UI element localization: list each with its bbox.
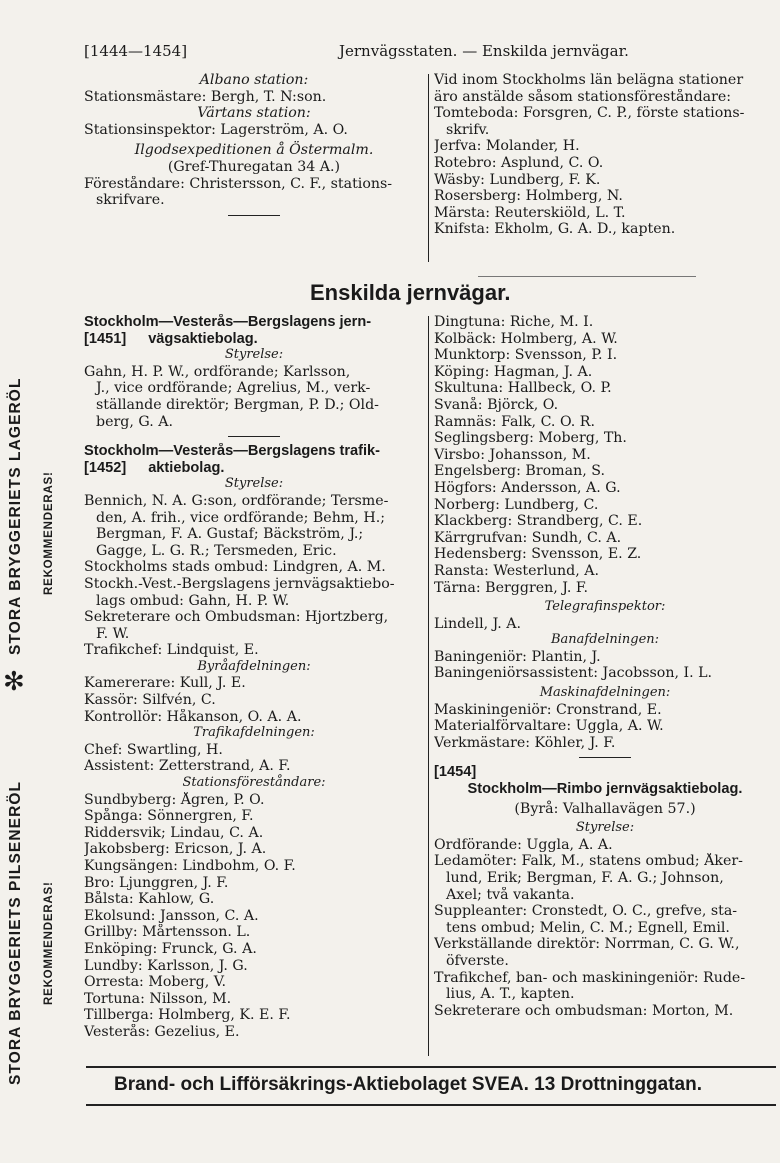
ilgods-heading: Ilgodsexpeditionen å Östermalm. xyxy=(134,142,374,159)
running-header xyxy=(84,42,774,64)
station-line: Orresta: Moberg, V. xyxy=(84,974,227,991)
station-line: Kungsängen: Lindbohm, O. F. xyxy=(84,858,296,874)
station-line: Tillberga: Holmberg, K. E. F. xyxy=(84,1007,291,1024)
board-line: Bennich, N. A. G:son, ordförande; Tersme- xyxy=(84,492,389,509)
station-line: Riddersvik; Lindau, C. A. xyxy=(84,824,264,841)
board-line: lund, Erik; Bergman, F. A. G.; Johnson, xyxy=(446,870,724,886)
board-line: Trafikchef: Lindquist, E. xyxy=(84,642,259,659)
margin-brand-lower: STORA BRYGGERIETS PILSENERÖL xyxy=(7,780,24,1085)
company-title: Stockholm—Rimbo jernvägsaktiebolag. xyxy=(467,781,743,798)
board-line: Sekreterare och ombudsman: Morton, M. xyxy=(434,1002,734,1019)
station-line: Jakobsberg: Ericson, J. A. xyxy=(84,841,267,858)
company-title: Stockholm—Vesterås—Bergslagens trafik- xyxy=(84,443,381,460)
divider xyxy=(228,215,280,216)
board-line: Ledamöter: Falk, M., statens ombud; Åker- xyxy=(434,853,743,870)
right-column xyxy=(434,314,776,1019)
board-line: Ordförande: Uggla, A. A. xyxy=(434,836,613,853)
top-left-block xyxy=(84,72,424,222)
station-line: Kärrgrufvan: Sundh, C. A. xyxy=(434,529,622,546)
board-line: Stockholms stads ombud: Lindgren, A. M. xyxy=(84,559,386,576)
board-line: ställande direktör; Bergman, P. D.; Old- xyxy=(96,396,379,413)
ilgods-address: (Gref-Thuregatan 34 A.) xyxy=(167,158,341,175)
running-title: Jernvägsstaten. — Enskilda jernvägar. xyxy=(339,42,629,60)
board-line: lags ombud: Gahn, H. P. W. xyxy=(96,592,290,609)
staff-line: Kamererare: Kull, J. E. xyxy=(84,675,246,692)
station-line: Kolbäck: Holmberg, A. W. xyxy=(434,330,618,347)
station-line: Högfors: Andersson, A. G. xyxy=(434,479,621,496)
tr-line: äro anstälde såsom stationsföreståndare: xyxy=(434,88,732,105)
board-line: F. W. xyxy=(96,625,130,642)
board-line: tens ombud; Melin, C. M.; Egnell, Emil. xyxy=(446,919,730,936)
station-heading: Stationsföreståndare: xyxy=(182,775,326,791)
stationsinspektor-line: Stationsinspektor: Lagerström, A. O. xyxy=(84,121,348,138)
maskin-heading: Maskinafdelningen: xyxy=(539,685,671,701)
board-line: Stockh.-Vest.-Bergslagens jernvägsaktiebo- xyxy=(84,575,395,592)
company-number: [1452] xyxy=(84,459,127,476)
divider xyxy=(478,276,696,277)
board-line: Gahn, H. P. W., ordförande; Karlsson, xyxy=(84,363,351,380)
station-line: Munktorp: Svensson, P. I. xyxy=(434,347,618,364)
station-line: Grillby: Mårtensson. L. xyxy=(84,924,251,941)
company-title-cont: aktiebolag. xyxy=(148,459,225,476)
board-line: berg, G. A. xyxy=(96,413,173,430)
advert-banner xyxy=(86,1066,776,1106)
station-line: Klackberg: Strandberg, C. E. xyxy=(434,513,643,530)
station-line: Engelsberg: Broman, S. xyxy=(434,463,605,480)
company-address: (Byrå: Valhallavägen 57.) xyxy=(514,800,696,817)
station-line: Norberg: Lundberg, C. xyxy=(434,496,599,513)
company-number: [1451] xyxy=(84,330,127,347)
staff-line: Assistent: Zetterstrand, A. F. xyxy=(84,758,291,775)
station-line: Seglingsberg: Moberg, Th. xyxy=(434,430,627,447)
board-line: Sekreterare och Ombudsman: Hjortzberg, xyxy=(84,609,389,626)
company-title: Stockholm—Vesterås—Bergslagens jern- xyxy=(84,314,372,330)
tr-line: Vid inom Stockholms län belägna stationer xyxy=(434,72,744,88)
board-line: den, A. frih., vice ordförande; Behm, H.; xyxy=(96,509,385,526)
station-line: Ekolsund: Jansson, C. A. xyxy=(84,907,259,924)
page-range: [1444—1454] xyxy=(84,42,188,60)
forestandare-line-cont: skrifvare. xyxy=(96,192,165,209)
top-right-block xyxy=(434,72,776,238)
tr-line: Knifsta: Ekholm, G. A. D., kapten. xyxy=(434,221,676,238)
staff-line: Materialförvaltare: Uggla, A. W. xyxy=(434,718,664,735)
star-icon: ✻ xyxy=(3,667,25,697)
styrelse-heading: Styrelse: xyxy=(224,476,284,492)
styrelse-heading: Styrelse: xyxy=(224,347,284,363)
bana-heading: Banafdelningen: xyxy=(550,632,660,648)
station-line: Dingtuna: Riche, M. I. xyxy=(434,314,594,330)
staff-line: Baningeniörsassistent: Jacobsson, I. L. xyxy=(434,665,713,682)
station-line: Lundby: Karlsson, J. G. xyxy=(84,957,248,974)
station-line: Köping: Hagman, J. A. xyxy=(434,363,593,380)
byra-heading: Byråafdelningen: xyxy=(197,658,311,674)
section-title: Enskilda jernvägar. xyxy=(310,280,511,305)
board-line: Verkställande direktör: Norrman, C. G. W., xyxy=(434,936,740,953)
board-line: öfverste. xyxy=(446,952,509,969)
staff-line: Baningeniör: Plantin, J. xyxy=(434,648,601,665)
left-column xyxy=(84,314,424,1041)
divider xyxy=(579,757,631,758)
margin-ad-upper xyxy=(1,270,31,655)
styrelse-heading: Styrelse: xyxy=(575,820,635,836)
board-line: lius, A. T., kapten. xyxy=(446,986,575,1003)
tr-line: Jerfva: Molander, H. xyxy=(434,138,580,155)
station-line: Tortuna: Nilsson, M. xyxy=(84,990,232,1007)
board-line: J., vice ordförande; Agrelius, M., verk- xyxy=(96,380,371,397)
trafik-heading: Trafikafdelningen: xyxy=(193,725,315,741)
station-line: Bålsta: Kahlow, G. xyxy=(84,891,215,908)
staff-line: Kassör: Silfvén, C. xyxy=(84,692,216,709)
forestandare-line: Föreståndare: Christersson, C. F., stations- xyxy=(84,175,393,192)
station-line: Enköping: Frunck, G. A. xyxy=(84,940,257,957)
staff-line: Chef: Swartling, H. xyxy=(84,741,223,758)
tr-line: Rosersberg: Holmberg, N. xyxy=(434,188,623,205)
margin-ad-upper-sub xyxy=(34,270,64,655)
station-line: Virsbo: Johansson, M. xyxy=(434,446,591,463)
margin-sub-lower: REKOMMENDERAS! xyxy=(43,881,55,1005)
telegraf-heading: Telegrafinspektor: xyxy=(544,599,666,615)
tr-line: Märsta: Reuterskiöld, L. T. xyxy=(434,204,626,221)
staff-line: Verkmästare: Köhler, J. F. xyxy=(434,734,616,751)
company-number: [1454] xyxy=(434,764,477,781)
staff-line: Kontrollör: Håkanson, O. A. A. xyxy=(84,708,302,725)
station-line: Vesterås: Gezelius, E. xyxy=(84,1023,240,1040)
staff-line: Lindell, J. A. xyxy=(434,615,522,632)
margin-ad-lower xyxy=(1,700,31,1085)
column-rule xyxy=(428,74,429,262)
station-line: Svanå: Björck, O. xyxy=(434,396,559,413)
vartans-heading: Värtans station: xyxy=(197,105,311,122)
station-line: Sundbyberg: Ågren, P. O. xyxy=(84,791,265,808)
advert-text: Brand- och Lifförsäkrings-Aktiebolaget SVEA. 13 Drottninggatan. xyxy=(114,1074,703,1095)
divider xyxy=(228,436,280,437)
station-line: Ramnäs: Falk, C. O. R. xyxy=(434,413,595,430)
tr-line: Rotebro: Asplund, C. O. xyxy=(434,154,604,171)
staff-line: Maskiningeniör: Cronstrand, E. xyxy=(434,701,662,718)
station-line: Hedensberg: Svensson, E. Z. xyxy=(434,546,642,563)
station-line: Bro: Ljunggren, J. F. xyxy=(84,874,229,891)
margin-sub-upper: REKOMMENDERAS! xyxy=(43,471,55,595)
station-line: Ransta: Westerlund, A. xyxy=(434,562,599,579)
board-line: Suppleanter: Cronstedt, O. C., grefve, sta- xyxy=(434,903,738,920)
tr-line: Tomteboda: Forsgren, C. P., förste stations- xyxy=(434,105,745,122)
tr-line: Wäsby: Lundberg, F. K. xyxy=(434,171,601,188)
albano-heading: Albano station: xyxy=(199,72,309,88)
margin-brand-upper: STORA BRYGGERIETS LAGERÖL xyxy=(7,377,24,655)
column-rule xyxy=(428,316,429,1056)
board-line: Bergman, F. A. Gustaf; Bäckström, J.; xyxy=(96,526,364,543)
margin-ad-lower-sub xyxy=(34,700,64,1085)
station-line: Skultuna: Hallbeck, O. P. xyxy=(434,380,612,397)
board-line: Trafikchef, ban- och maskiningeniör: Rude- xyxy=(434,969,746,986)
board-line: Gagge, L. G. R.; Tersmeden, Eric. xyxy=(96,542,337,559)
station-line: Spånga: Sönnergren, F. xyxy=(84,808,254,825)
board-line: Axel; två vakanta. xyxy=(446,886,575,903)
station-line: Tärna: Berggren, J. F. xyxy=(434,579,589,596)
tr-line: skrifv. xyxy=(446,121,490,138)
stationsmastare-line: Stationsmästare: Bergh, T. N:son. xyxy=(84,88,327,105)
company-title-cont: vägsaktiebolag. xyxy=(148,330,258,347)
